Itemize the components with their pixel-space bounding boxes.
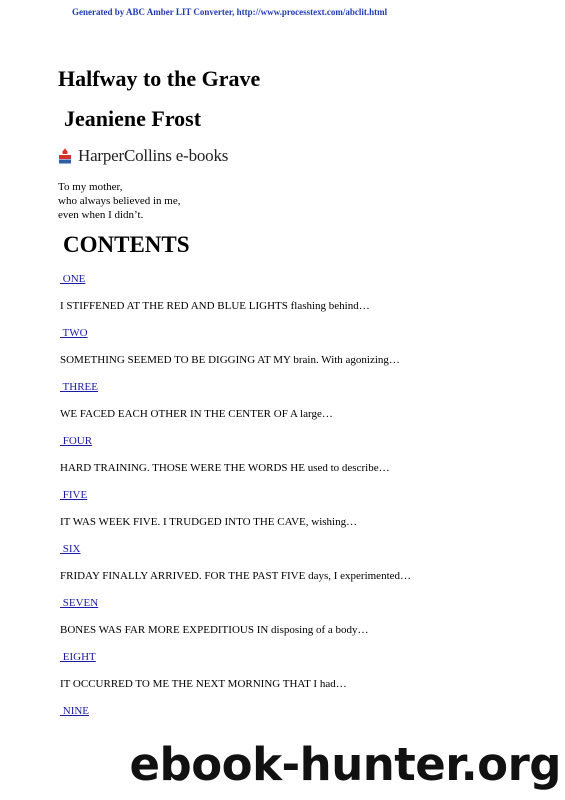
toc-excerpt: IT WAS WEEK FIVE. I TRUDGED INTO THE CAVE, wishing… [60,516,358,528]
toc-link-five[interactable]: FIVE [60,489,88,501]
toc-link-six[interactable]: SIX [60,543,81,555]
toc-link-one[interactable]: ONE [60,273,86,285]
toc-item [60,378,540,432]
toc-excerpt: I STIFFENED AT THE RED AND BLUE LIGHTS flashing behind… [60,300,370,312]
dedication-line: To my mother, [58,181,123,193]
toc-link-two[interactable]: TWO [60,327,88,339]
book-title: Halfway to the Grave [58,66,261,91]
table-of-contents [60,270,540,756]
dedication [58,180,181,222]
toc-link-seven[interactable]: SEVEN [60,597,99,609]
toc-excerpt: IT OCCURRED TO ME THE NEXT MORNING THAT I had… [60,678,347,690]
toc-item [60,540,540,594]
harpercollins-fire-logo-icon [58,148,72,164]
dedication-line: who always believed in me, [58,195,181,207]
book-author: Jeaniene Frost [64,106,202,131]
toc-item [60,324,540,378]
toc-excerpt: SOMETHING SEEMED TO BE DIGGING AT MY brain. With agonizing… [60,354,400,366]
dedication-line: even when I didn’t. [58,209,144,221]
toc-excerpt: BONES WAS FAR MORE EXPEDITIOUS IN disposing of a body… [60,624,369,636]
toc-link-three[interactable]: THREE [60,381,98,393]
toc-excerpt: FRIDAY FINALLY ARRIVED. FOR THE PAST FIVE days, I experimented… [60,570,412,582]
converter-credit: Generated by ABC Amber LIT Converter, http://www.processtext.com/abclit.html [72,7,388,17]
toc-link-nine[interactable]: NINE [60,705,90,717]
toc-excerpt: WE FACED EACH OTHER IN THE CENTER OF A large… [60,408,333,420]
contents-heading: CONTENTS [63,232,190,257]
site-watermark: ebook-hunter.org [129,738,561,791]
toc-link-four[interactable]: FOUR [60,435,93,447]
toc-item [60,270,540,324]
toc-link-eight[interactable]: EIGHT [60,651,96,663]
toc-item [60,486,540,540]
publisher-name: HarperCollins e-books [78,146,229,165]
toc-item [60,432,540,486]
toc-item [60,648,540,702]
publisher-line [58,145,228,167]
toc-excerpt: HARD TRAINING. THOSE WERE THE WORDS HE used to describe… [60,462,390,474]
toc-item [60,594,540,648]
